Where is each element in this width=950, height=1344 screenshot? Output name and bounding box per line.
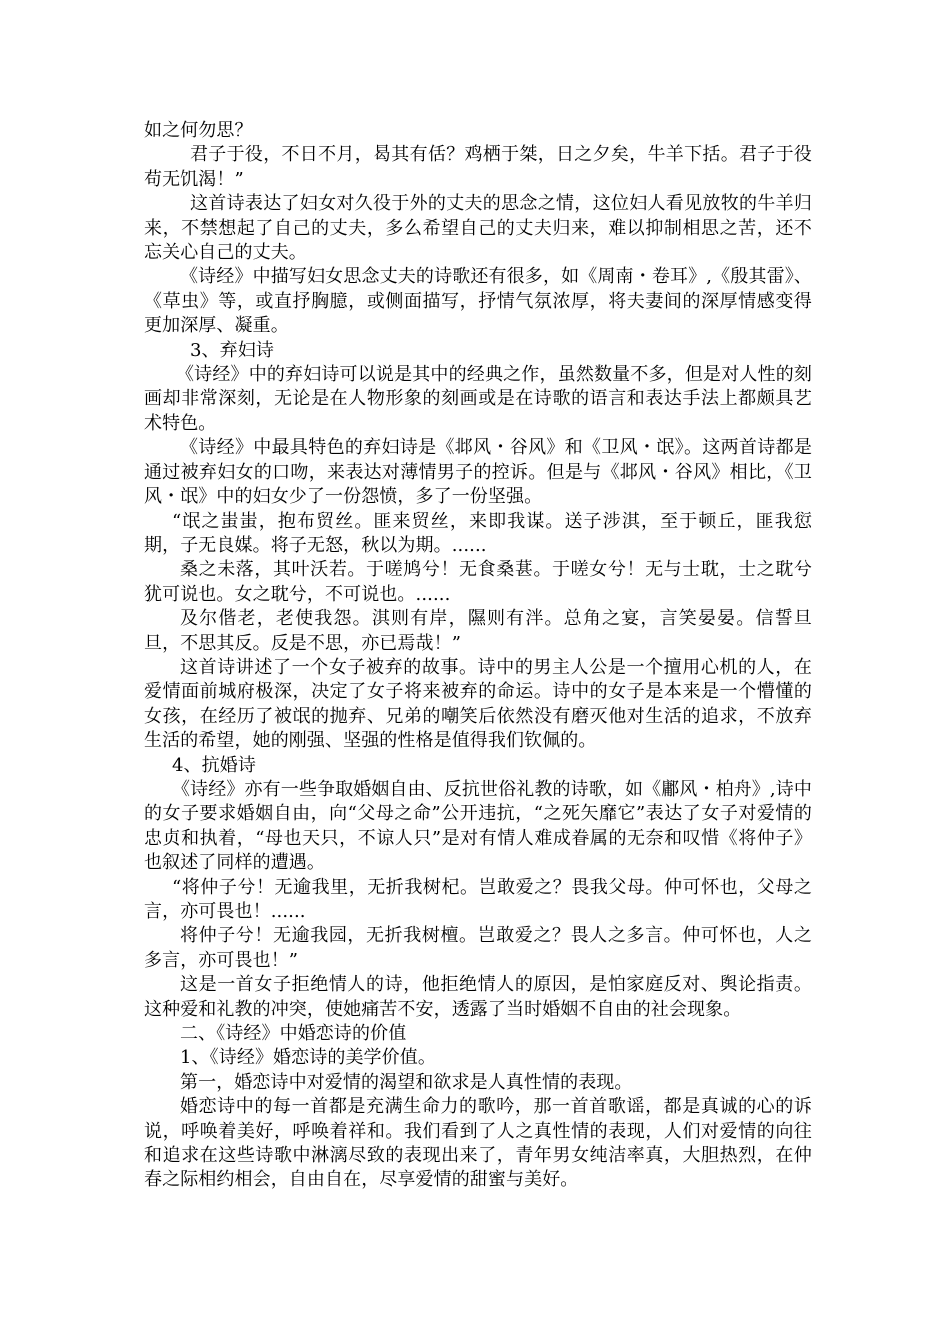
paragraph-4: 《诗经》中描写妇女思念丈夫的诗歌还有很多，如《周南・卷耳》,《殷其雷》、《草虫》等，或直抒胸臆，或侧面描写，抒情气氛浓厚，将夫妻间的深厚情感变得更加深厚、凝重。 (144, 266, 812, 337)
poem-verse-2: 桑之未落，其叶沃若。于嗟鸠兮！无食桑葚。于嗟女兮！无与士耽，士之耽兮犹可说也。女之耽兮，不可说也。...... (144, 559, 812, 605)
paragraph-3: 这首诗表达了妇女对久役于外的丈夫的思念之情，这位妇人看见放牧的牛羊归来，不禁想起了自己的丈夫，多么希望自己的丈夫归来，难以抑制相思之苦，还不忘关心自己的丈夫。 (144, 193, 812, 264)
paragraph-6: 《诗经》中的弃妇诗可以说是其中的经典之作，虽然数量不多，但是对人性的刻画却非常深刻，无论是在人物形象的刻画或是在诗歌的语言和表达手法上都颇具艺术特色。 (144, 364, 812, 434)
section-heading-marriage-resistance: 4、抗婚诗 (172, 754, 256, 776)
subsection-heading-aesthetic: 1、《诗经》婚恋诗的美学价值。 (180, 1047, 436, 1069)
poem-verse-1: “氓之蚩蚩，抱布贸丝。匪来贸丝，来即我谋。送子涉淇，至于顿丘，匪我愆期，子无良媒。将子无怒，秋以为期。...... (144, 510, 812, 556)
paragraph-11: 这首诗讲述了一个女子被弃的故事。诗中的男主人公是一个擅用心机的人，在爱情面前城府极深，决定了女子将来被弃的命运。诗中的女子是本来是一个懵懂的女孩，在经历了被氓的抛弃、兄弟的嘲笑后依然没有磨灭他对生活的追求，不放弃生活的希望，她的刚强、坚强的性格是值得我们钦佩的。 (144, 656, 812, 752)
paragraph-19: 第一，婚恋诗中对爱情的渴望和欲求是人真性情的表现。 (180, 1071, 633, 1093)
section-heading-value: 二、《诗经》中婚恋诗的价值 (180, 1023, 407, 1045)
paragraph-1: 如之何勿思？ (144, 120, 253, 141)
paragraph-2: 君子于役，不日不月，曷其有佸？鸡栖于桀，日之夕矣，牛羊下括。君子于役苟无饥渴！” (144, 144, 812, 190)
paragraph-20: 婚恋诗中的每一首都是充满生命力的歌吟，那一首首歌谣，都是真诚的心的诉说，呼唤着美好，呼唤着祥和。我们看到了人之真性情的表现，人们对爱情的向往和追求在这些诗歌中淋漓尽致的表现出来了，青年男女纯洁率真，大胆热烈，在仲春之际相约相会，自由自在，尽享爱情的甜蜜与美好。 (144, 1096, 812, 1191)
paragraph-13: 《诗经》亦有一些争取婚姻自由、反抗世俗礼教的诗歌，如《鄘风・柏舟》,诗中的女子要求婚姻自由，向“父母之命”公开违抗，“之死矢靡它”表达了女子对爱情的忠贞和执着，“母也天只，不谅人只”是对有情人难成眷属的无奈和叹惜《将仲子》也叙述了同样的遭遇。 (144, 778, 812, 874)
poem-verse-4: “将仲子兮！无逾我里，无折我树杞。岂敢爱之？畏我父母。仲可怀也，父母之言，亦可畏也！...... (144, 876, 812, 922)
paragraph-7: 《诗经》中最具特色的弃妇诗是《邶风・谷风》和《卫风・氓》。这两首诗都是通过被弃妇女的口吻，来表达对薄情男子的控诉。但是与《邶风・谷风》相比，《卫风・氓》中的妇女少了一份怨愤，多了一份坚强。 (144, 437, 812, 508)
paragraph-16: 这是一首女子拒绝情人的诗，他拒绝情人的原因，是怕家庭反对、舆论指责。这种爱和礼教的冲突，使她痛苦不安，透露了当时婚姻不自由的社会现象。 (144, 974, 812, 1020)
poem-verse-3: 及尔偕老，老使我怨。淇则有岸，隰则有泮。总角之宴，言笑晏晏。信誓旦旦，不思其反。反是不思，亦已焉哉！” (144, 608, 812, 654)
poem-verse-5: 将仲子兮！无逾我园，无折我树檀。岂敢爱之？畏人之多言。仲可怀也，人之多言，亦可畏也！” (144, 925, 812, 971)
document-body (144, 119, 812, 1193)
section-heading-abandoned-wife: 3、弃妇诗 (190, 339, 274, 361)
